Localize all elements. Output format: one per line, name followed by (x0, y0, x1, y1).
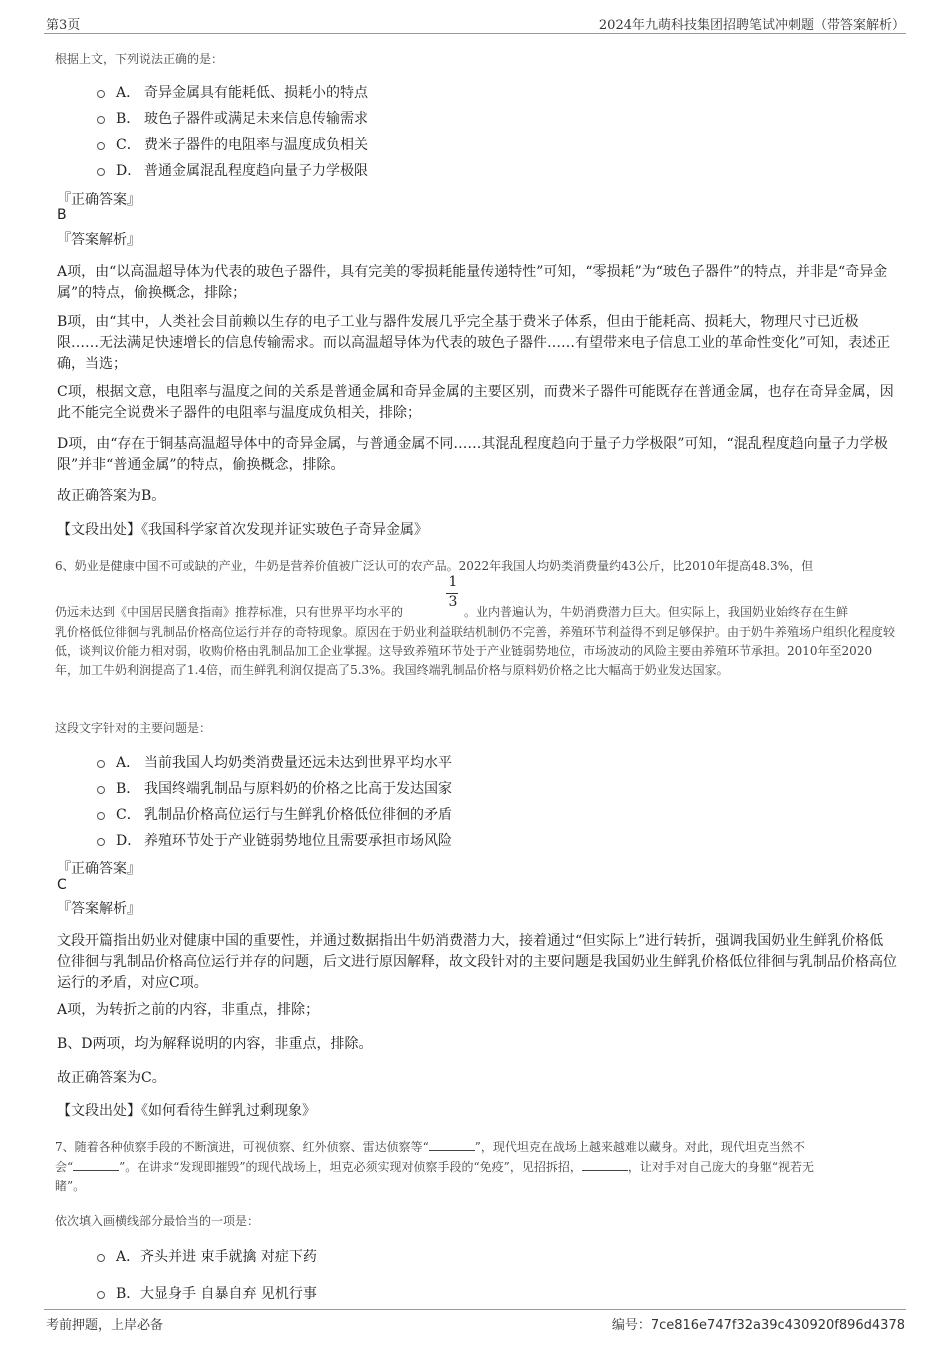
fill-blank-1 (429, 1137, 475, 1151)
q6-source: 【文段出处】《如何看待生鲜乳过剩现象》 (57, 1103, 316, 1119)
q7-stem-line2 (55, 1157, 814, 1175)
option-letter: C． (116, 807, 141, 823)
option-text: 奇异金属具有能耗低、损耗小的特点 (144, 85, 368, 101)
option-text: 养殖环节处于产业链弱势地位且需要承担市场风险 (144, 833, 452, 849)
q6-stem-text: 仍远未达到《中国居民膳食指南》推荐标准，只有世界平均水平的 (55, 605, 404, 619)
option-letter: A． (116, 85, 141, 101)
q7-stem-e: ，让对手对自己庞大的身躯“视若无 (627, 1160, 814, 1174)
q6-stem-line2 (55, 603, 403, 620)
option-letter: D． (116, 163, 142, 179)
q5-option-c[interactable] (97, 134, 697, 156)
q7-option-b[interactable] (97, 1283, 697, 1305)
option-text: 当前我国人均奶类消费量还远未达到世界平均水平 (144, 755, 452, 771)
q6-option-b[interactable] (97, 778, 697, 800)
footer-divider (44, 1309, 906, 1310)
footer-slogan: 考前押题，上岸必备 (46, 1318, 164, 1333)
fill-blank-3 (582, 1157, 628, 1171)
q5-prompt: 根据上文，下列说法正确的是： (55, 52, 224, 66)
q5-analysis-d: D项，由“存在于铜基高温超导体中的奇异金属，与普通金属不同……其混乱程度趋向于量子力学极限”可知，“混乱程度趋向量子力学极限”并非“普通金属”的特点，偷换概念，排除。 (57, 436, 888, 473)
option-text: 玻色子器件或满足未来信息传输需求 (144, 111, 368, 127)
q6-analysis-label: 『答案解析』 (57, 901, 141, 917)
page-number: 第3页 (46, 18, 81, 33)
q5-option-a[interactable] (97, 82, 697, 104)
header-divider (44, 33, 906, 34)
fraction-numerator: 1 (448, 574, 458, 590)
q5-option-d[interactable] (97, 160, 697, 182)
option-text: 费米子器件的电阻率与温度成负相关 (144, 137, 368, 153)
option-letter: B． (116, 781, 141, 797)
document-id (612, 1314, 905, 1333)
option-text: 齐头并进 束手就擒 对症下药 (140, 1249, 317, 1265)
radio-icon[interactable] (97, 1291, 105, 1299)
q6-answer: C (57, 877, 67, 893)
q7-prompt: 依次填入画横线部分最恰当的一项是： (55, 1214, 260, 1228)
q7-stem-b: ”，现代坦克在战场上越来越难以藏身。对此，现代坦克当然不 (474, 1140, 805, 1154)
radio-icon[interactable] (97, 838, 105, 846)
q6-analysis-a: A项，为转折之前的内容，非重点，排除； (57, 1002, 320, 1018)
fill-blank-2 (73, 1157, 119, 1171)
q6-stem-line2-end: 。业内普遍认为，牛奶消费潜力巨大。但实际上，我国奶业始终存在生鲜 (464, 605, 849, 619)
option-text: 大显身手 自暴自弃 见机行事 (140, 1286, 317, 1302)
document-id-value: 7ce816e747f32a39c430920f896d4378 (650, 1318, 905, 1333)
radio-icon[interactable] (97, 168, 105, 176)
fraction (446, 574, 460, 610)
q5-analysis-c: C项，根据文意，电阻率与温度之间的关系是普通金属和奇异金属的主要区别，而费米子器件可能既存在普通金属，也存在奇异金属，因此不能完全说费米子器件的电阻率与温度成负相关，排除； (57, 384, 894, 421)
q6-stem-body: 乳价格低位徘徊与乳制品价格高位运行并存的奇特现象。原因在于奶业利益联结机制仍不完善，养殖环节利益得不到足够保护。由于奶牛养殖场户组织化程度较低，谈判议价能力相对弱，收购价格由乳制品加工企业掌握。这导致养殖环节处于产业链弱势地位，市场波动的风险主要由养殖环节承担。2010年至2020年，加工牛奶利润提高了1.4倍，而生鲜乳利润仅提高了5.3%。我国终端乳制品价格与原料奶价格之比大幅高于奶业发达国家。 (55, 625, 896, 677)
q7-stem-f: 睹”。 (55, 1179, 86, 1193)
q6-analysis-bd: B、D两项，均为解释说明的内容，非重点，排除。 (57, 1036, 373, 1052)
document-id-label: 编号： (611, 1318, 651, 1333)
option-text: 乳制品价格高位运行与生鲜乳价格低位徘徊的矛盾 (144, 807, 452, 823)
q6-analysis-main: 文段开篇指出奶业对健康中国的重要性，并通过数据指出牛奶消费潜力大，接着通过“但实际上”进行转折，强调我国奶业生鲜乳价格低位徘徊与乳制品价格高位运行并存的问题，后文进行原因解释，故文段针对的主要问题是我国奶业生鲜乳价格低位徘徊与乳制品价格高位运行的矛盾，对应C项。 (57, 933, 897, 991)
option-letter: D． (116, 833, 142, 849)
q7-option-a[interactable] (97, 1246, 697, 1268)
q5-analysis-a: A项，由“以高温超导体为代表的玻色子器件，具有完美的零损耗能量传递特性”可知，“零损耗”为“玻色子器件”的特点，并非是“奇异金属”的特点，偷换概念，排除； (57, 264, 888, 301)
q6-option-c[interactable] (97, 804, 697, 826)
document-title: 2024年九萌科技集团招聘笔试冲刺题（带答案解析） (598, 18, 905, 33)
q7-stem-d: ”。在讲求“发现即摧毁”的现代战场上，坦克必须实现对侦察手段的“免疫”，见招拆招， (119, 1160, 582, 1174)
radio-icon[interactable] (97, 760, 105, 768)
option-letter: B． (116, 1286, 141, 1302)
q6-option-d[interactable] (97, 830, 697, 852)
radio-icon[interactable] (97, 786, 105, 794)
radio-icon[interactable] (97, 1254, 105, 1262)
option-letter: A． (116, 1249, 141, 1265)
q6-conclusion: 故正确答案为C。 (57, 1070, 166, 1086)
q6-prompt: 这段文字针对的主要问题是： (55, 721, 212, 735)
radio-icon[interactable] (97, 812, 105, 820)
option-letter: C． (116, 137, 141, 153)
option-letter: A． (116, 755, 141, 771)
radio-icon[interactable] (97, 142, 105, 150)
q7-stem-line1 (55, 1137, 805, 1155)
q5-answer: B (57, 207, 67, 223)
q6-stem-line1: 6、奶业是健康中国不可或缺的产业，牛奶是营养价值被广泛认可的农产品。2022年我国人均奶类消费量约43公斤，比2010年提高48.3%，但 (55, 559, 814, 573)
option-letter: B． (116, 111, 141, 127)
q5-analysis-b: B项，由“其中，人类社会目前赖以生存的电子工业与器件发展几乎完全基于费米子体系，但由于能耗高、损耗大，物理尺寸已近极限……无法满足快速增长的信息传输需求。而以高温超导体为代表的玻色子器件……有望带来电子信息工业的革命性变化”可知，表述正确，当选； (57, 314, 891, 372)
fraction-denominator: 3 (448, 594, 458, 610)
q7-stem-a: 7、随着各种侦察手段的不断演进，可视侦察、红外侦察、雷达侦察等“ (55, 1140, 429, 1154)
q6-option-a[interactable] (97, 752, 697, 774)
option-text: 我国终端乳制品与原料奶的价格之比高于发达国家 (144, 781, 452, 797)
q5-option-b[interactable] (97, 108, 697, 130)
radio-icon[interactable] (97, 116, 105, 124)
q5-answer-label: 『正确答案』 (57, 192, 141, 208)
q5-analysis-label: 『答案解析』 (57, 232, 141, 248)
q5-conclusion: 故正确答案为B。 (57, 488, 166, 504)
radio-icon[interactable] (97, 90, 105, 98)
q6-answer-label: 『正确答案』 (57, 861, 141, 877)
q7-stem-c: 会“ (55, 1160, 74, 1174)
option-text: 普通金属混乱程度趋向量子力学极限 (144, 163, 368, 179)
q5-source: 【文段出处】《我国科学家首次发现并证实玻色子奇异金属》 (57, 522, 428, 538)
